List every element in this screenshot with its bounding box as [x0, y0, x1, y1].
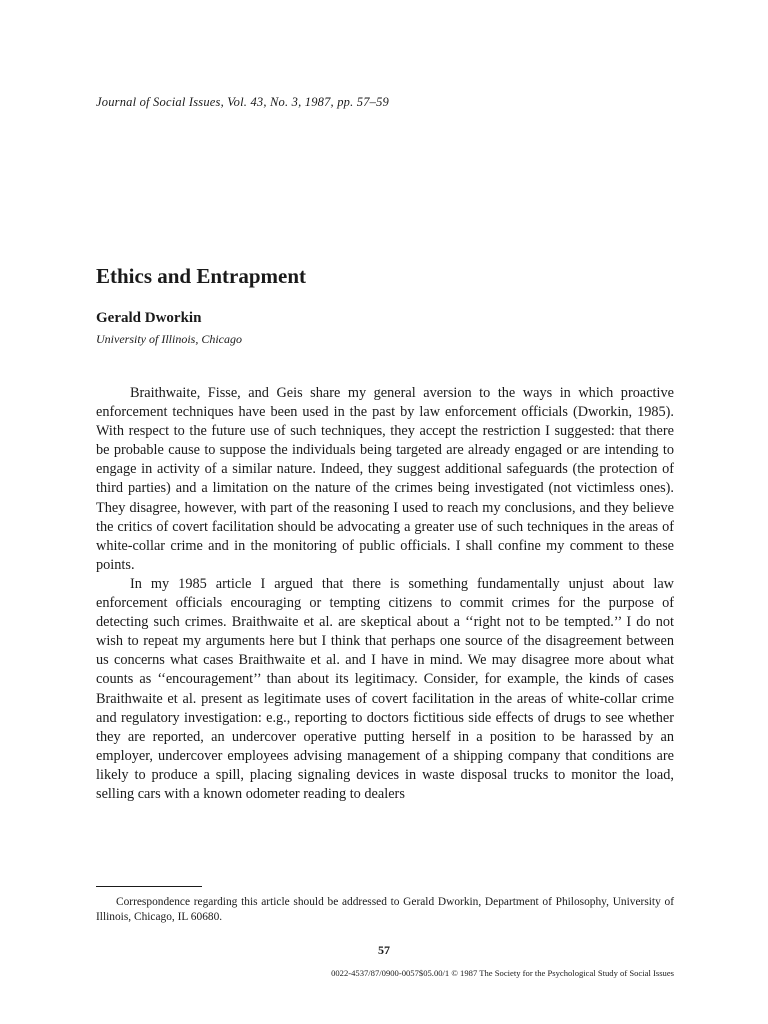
author-name: Gerald Dworkin: [96, 310, 202, 326]
correspondence-footnote: Correspondence regarding this article should be addressed to Gerald Dworkin, Department of Philosophy, University of Illinois, Chicago, IL 60680.: [96, 896, 674, 923]
page-number: 57: [378, 943, 390, 957]
copyright-line: 0022-4537/87/0900-0057$05.00/1 © 1987 The Society for the Psychological Study of Social Issues: [331, 968, 674, 978]
author-affiliation: University of Illinois, Chicago: [96, 332, 242, 346]
body-paragraph-1: Braithwaite, Fisse, and Geis share my general aversion to the ways in which proactive enforcement techniques have been used in the past by law enforcement officials (Dworkin, 1985). With respect to the future use of such techniques, they accept the restriction I suggested: that there be probable cause to suppose the individuals being targeted are already engaged or are intending to engage in activity of a similar nature. Indeed, they suggest additional safeguards (the protection of third parties) and a limitation on the nature of the crimes being investigated (not victimless ones). They disagree, however, with part of the reasoning I used to reach my conclusions, and they believe the critics of covert facilitation should be advocating a greater use of such techniques in the areas of white-collar crime and in the monitoring of public officials. I shall confine my comment to these points.: [96, 385, 674, 573]
article-body: [96, 384, 674, 804]
article-title: Ethics and Entrapment: [96, 264, 307, 288]
journal-citation: Journal of Social Issues, Vol. 43, No. 3, 1987, pp. 57–59: [96, 95, 389, 109]
body-paragraph-2: In my 1985 article I argued that there is something fundamentally unjust about law enforcement officials encouraging or tempting citizens to commit crimes for the purpose of detecting such crimes. Braithwaite et al. are skeptical about a ‘‘right not to be tempted.’’ I do not wish to repeat my arguments here but I think that perhaps one source of the disagreement between us concerns what cases Braithwaite et al. and I have in mind. We may disagree more about what counts as ‘‘encouragement’’ than about its legitimacy. Consider, for example, the kinds of cases Braithwaite et al. present as legitimate uses of covert facilitation in the areas of white-collar crime and regulatory investigation: e.g., reporting to doctors fictitious side effects of drugs to see whether they are reported, an undercover operative putting herself in a position to be harassed by an employer, undercover employees advising management of a shipping company that conditions are likely to produce a spill, placing signaling devices in waste disposal trucks to monitor the load, selling cars with a known odometer reading to dealers: [96, 575, 674, 802]
footnote-divider: [96, 886, 202, 887]
